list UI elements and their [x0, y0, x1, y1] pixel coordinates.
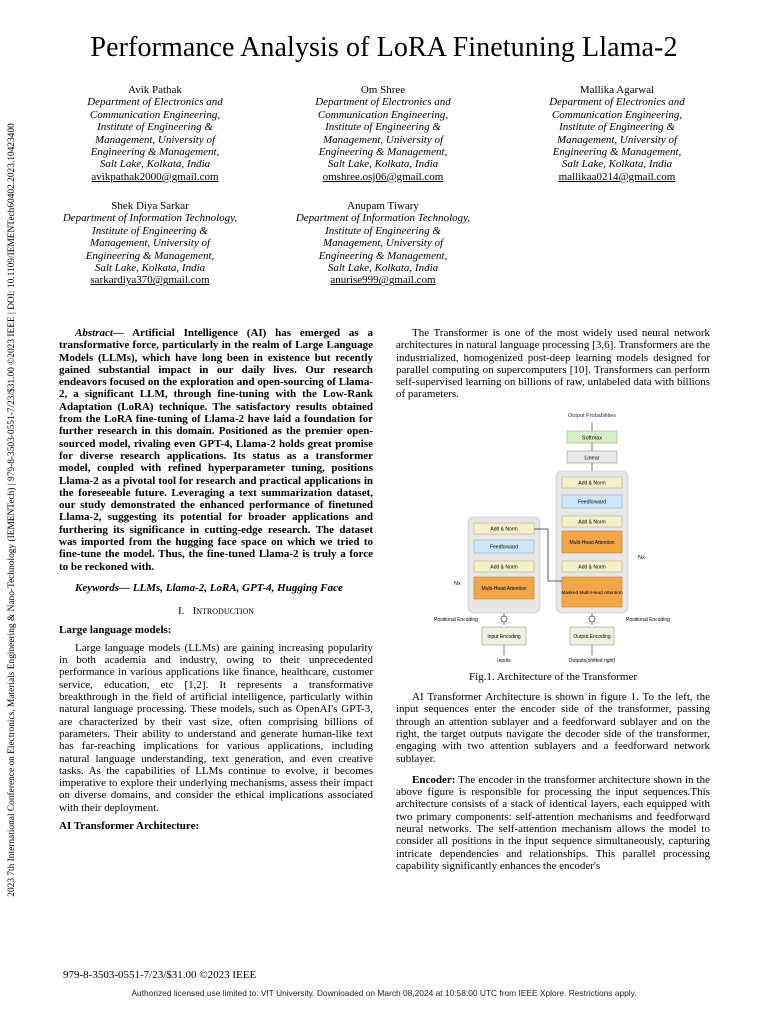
- fig-output-encoding: Output Encoding: [573, 633, 611, 640]
- abstract: [59, 327, 373, 573]
- author-block-5: [283, 200, 483, 287]
- doi-side-note: [2, 110, 22, 910]
- author-email-link[interactable]: mallikaa0214@gmail.com: [558, 170, 676, 183]
- fig-enc-add-norm-1: Add & Norm: [490, 526, 518, 533]
- fig-linear: Linear: [584, 455, 600, 462]
- author-name: Mallika Agarwal: [579, 84, 655, 96]
- paragraph-llm: Large language models (LLMs) are gaining increasing popularity in both academia and industry, owing to their unprecedented performance in various applications like finance, healthcare, customer service, education, etc [1,2]. It represents a transformative breakthrough in the field of artificial intelligence, particularly within natural language processing. These models, such as OpenAI's GPT-3, are characterized by their vast size, often comprising billions of parameters. Their ability to understand and generate human-like text has far-reaching implications for various applications, including natural language understanding, text generation, and even creative tasks. As the capabilities of LLMs continue to evolve, it becomes imperative to explore their underlying mechanisms, assess their impact on diverse domains, and consider the ethical implications associated with their deployment.: [59, 641, 373, 814]
- fig-nx-right: Nx: [638, 554, 645, 561]
- author-affiliation: Department of Electronics and Communication Engineering, Institute of Engineering & Management, University of Engineering & Management, Salt Lake, Kolkata, India: [549, 96, 685, 171]
- fig-enc-multi-head: Multi-Head Attention: [481, 585, 527, 592]
- author-name: Shek Diya Sarkar: [111, 200, 189, 212]
- author-affiliation: Department of Information Technology, Institute of Engineering & Management, University of Engineering & Management, Salt Lake, Kolkata, India: [295, 212, 471, 275]
- abstract-text: Artificial Intelligence (AI) has emerged as a transformative force, particularly in the realm of Large Language Models (LLMs), which have long been in existence but recently gained substantial impact in our daily lives. Our research endeavors focused on the exploration and open-sourcing of Llama-2, a significant LLM, through fine-tuning with the Low-Rank Adaptation (LoRA) technique. The satisfactory results obtained from the LoRA fine-tuning of Llama-2 have laid a foundation for further research in this domain. Positioned as the premier open-sourced model, rivaling even GPT-4, Llama-2 holds great promise for diverse research applications. Its status as a transformer model, coupled with refined hyperparameter tuning, positions Llama-2 as a pivotal tool for research and practical applications in the foreseeable future. Leveraging a text summarization dataset, our study demonstrated the enhanced performance of finetuned Llama-2, suggesting its potential for broader applications and furthering its significance in cutting-edge research. The dataset was imported from the hugging face space on which we tried to fine-tune the model. Thus, the fine-tuned Llama-2 is truly a force to be reckoned with.: [59, 327, 373, 573]
- left-column: [59, 327, 373, 832]
- fig-dec-feedforward: Feedforward: [577, 499, 607, 506]
- footer-license: Authorized licensed use limited to: VIT University. Downloaded on March 08,2024 at 10:58:00 UTC from IEEE Xplore. Restrictions apply.: [131, 988, 637, 998]
- author-name: Avik Pathak: [128, 84, 182, 96]
- section-heading: I. Introduction: [177, 605, 255, 618]
- fig-dec-add-norm-3: Add & Norm: [578, 564, 606, 571]
- right-column: [396, 327, 710, 872]
- encoder-label: Encoder:: [412, 773, 456, 786]
- fig-nx-left: Nx: [454, 580, 461, 587]
- author-block-3: [522, 84, 712, 183]
- subheading-llm: Large language models:: [59, 623, 172, 636]
- fig-pos-enc-left: Positional Encoding: [434, 616, 478, 623]
- abstract-lead: Abstract—: [75, 327, 124, 339]
- author-email-link[interactable]: avikpathak2000@gmail.com: [91, 170, 219, 183]
- fig-inputs-label: Inputs: [497, 657, 511, 664]
- fig-enc-add-norm-2: Add & Norm: [490, 564, 518, 571]
- transformer-figure: [396, 409, 756, 667]
- paragraph-encoder: [396, 774, 710, 872]
- author-name: Om Shree: [360, 84, 406, 96]
- subheading-ai-transformer: AI Transformer Architecture:: [59, 819, 200, 832]
- keywords: Keywords— LLMs, Llama-2, LoRA, GPT-4, Hugging Face: [75, 581, 343, 594]
- fig-outputs-label: Outputs(shifted right): [568, 657, 616, 664]
- fig-softmax: Softmax: [581, 435, 603, 442]
- paragraph-figure-description: AI Transformer Architecture is shown in figure 1. To the left, the input sequences enter the encoder side of the transformer, passing through an attention sublayer and a feedforward sublayer and on the right, the target outputs navigate the decoder side of the transformer, engaging with two attention sublayers and a feedforward network sublayer.: [396, 691, 710, 765]
- fig-dec-masked: Masked Multi-Head Attention: [561, 590, 623, 596]
- fig-dec-add-norm-2: Add & Norm: [578, 519, 606, 526]
- author-affiliation: Department of Electronics and Communication Engineering, Institute of Engineering & Management, University of Engineering & Management, Salt Lake, Kolkata, India: [315, 96, 451, 171]
- author-email-link[interactable]: sarkardiya370@gmail.com: [90, 274, 210, 287]
- author-block-4: [50, 200, 250, 287]
- author-affiliation: Department of Electronics and Communication Engineering, Institute of Engineering & Management, University of Engineering & Management, Salt Lake, Kolkata, India: [87, 96, 223, 171]
- fig-dec-multi-head: Multi-Head Attention: [569, 539, 615, 546]
- doi-side-note-text: 2023 7th International Conference on Electronics, Materials Engineering & Nano-Technology (IEMENTech) | 979-8-3503-0551-7/23/$31.00 ©2023 IEEE | DOI: 10.1109/IEMENTech60402.2023.10423400: [7, 123, 17, 897]
- fig-dec-add-norm-1: Add & Norm: [578, 480, 606, 487]
- footer-isbn: 979-8-3503-0551-7/23/$31.00 ©2023 IEEE: [63, 969, 257, 981]
- paragraph-transformer: The Transformer is one of the most widely used neural network architectures in natural language processing [3,6]. Transformers are the industrialized, homogenized post-deep learning models designed for parallel computing on supercomputers [10]. Transformers can perform self-supervised learning on billions of raw, unlabeled data with billions of parameters.: [396, 327, 710, 401]
- author-affiliation: Department of Information Technology, Institute of Engineering & Management, University of Engineering & Management, Salt Lake, Kolkata, India: [62, 212, 238, 275]
- author-email-link[interactable]: omshree.osj06@gmail.com: [322, 170, 444, 183]
- author-block-1: [60, 84, 250, 183]
- paper-title: Performance Analysis of LoRA Finetuning Llama-2: [90, 32, 678, 63]
- encoder-text: The encoder in the transformer architecture shown in the above figure is responsible for processing the input sequences.This architecture consists of a stack of identical layers, each equipped with two primary components: self-attention mechanisms and feedforward neural networks. The self-attention mechanism allows the model to consider all positions in the input sequence simultaneously, capturing intricate dependencies and relationships. This parallel processing capability significantly enhances the encoder's: [396, 773, 710, 872]
- fig-pos-enc-right: Positional Encoding: [626, 616, 670, 623]
- author-email-link[interactable]: anurise999@gmail.com: [330, 274, 436, 287]
- fig-input-encoding: Input Encoding: [487, 633, 521, 640]
- author-name: Anupam Tiwary: [347, 200, 419, 212]
- figure-caption: Fig.1. Architecture of the Transformer: [468, 670, 638, 683]
- fig-enc-feedforward: Feedforward: [489, 544, 519, 551]
- author-block-2: [288, 84, 478, 183]
- fig-output-prob-label: Output Probabilities: [568, 412, 616, 419]
